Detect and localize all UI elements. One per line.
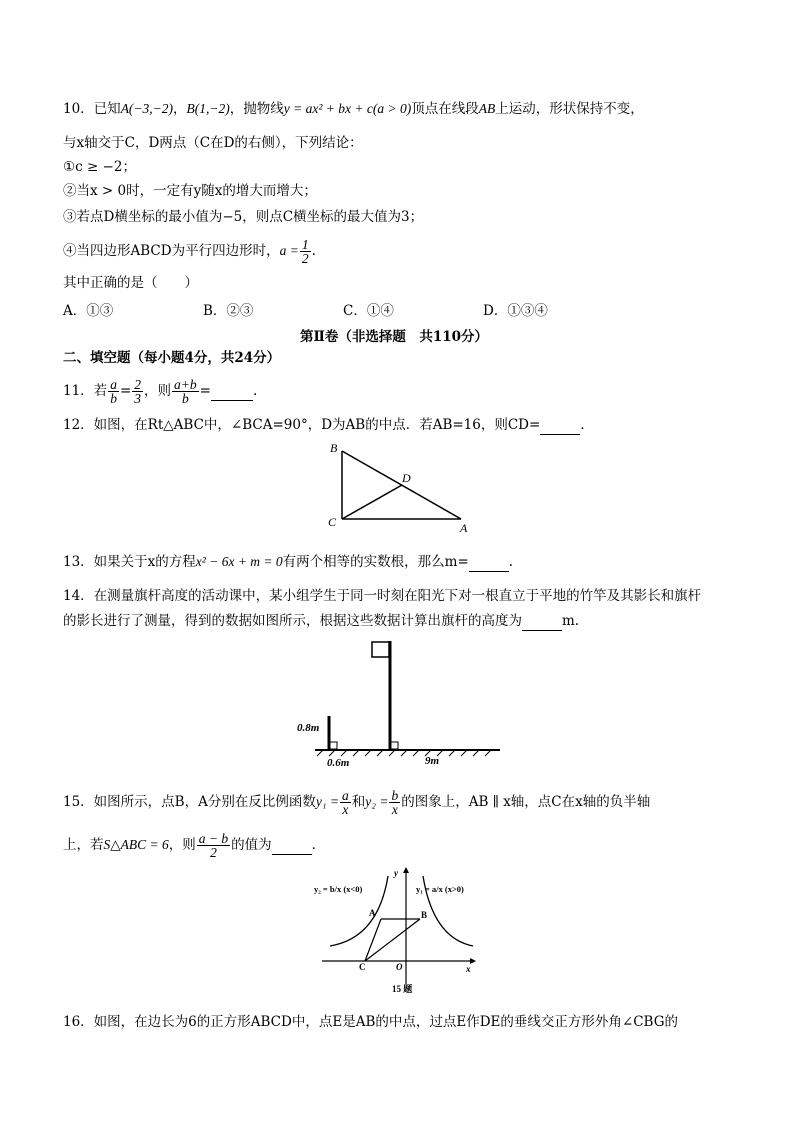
- q11-mid: ，则: [144, 383, 171, 399]
- q15-y1: y₁ =: [315, 794, 340, 809]
- q11-end: =: [199, 383, 211, 399]
- q15-text-e: 的值为: [231, 837, 272, 853]
- q10-option-a: A．①③: [63, 303, 114, 319]
- q15-text-d: ，则: [168, 837, 196, 853]
- q10-s4-fraction: [300, 238, 311, 265]
- fig15-label-y2: y₂ = b/x (x<0): [314, 884, 363, 894]
- q13: [63, 553, 513, 572]
- fig15-label-b: B: [421, 910, 428, 920]
- frac-den: b: [181, 391, 189, 406]
- fig15-label-a: A: [369, 908, 376, 918]
- fig12-triangle: [320, 440, 480, 535]
- frac-den: x: [391, 802, 398, 817]
- q10-text: 已知: [93, 101, 121, 117]
- q10-point-a: A(−3,−2): [120, 101, 174, 116]
- q11-pre: 11．若: [63, 383, 108, 399]
- fig14-label-shadow1: 0.6m: [327, 757, 350, 769]
- frac-num: b: [391, 788, 399, 803]
- q10-text-c: 顶点在线段: [411, 101, 479, 117]
- fig12-label-c: C: [328, 515, 337, 529]
- q10-parabola: y = ax² + bx + c(a > 0): [283, 101, 412, 116]
- q10-line2: 与x轴交于C，D两点（C在D的右侧），下列结论：: [63, 135, 363, 151]
- q10-s4-end: .: [311, 243, 316, 259]
- fig14-right-angle-1: [330, 742, 337, 749]
- q15-line1: [63, 789, 650, 816]
- q15-text-b: 的图象上，AB ∥ x轴，点C在x轴的负半轴: [401, 794, 651, 810]
- q15-area: S△ABC = 6: [103, 837, 169, 852]
- q10-text-b: ，抛物线: [229, 101, 284, 117]
- section2-heading: 二、填空题（每小题4分，共24分）: [63, 350, 281, 366]
- q11-tail: .: [252, 383, 258, 399]
- q14-line2: [63, 612, 579, 631]
- q13-mid: 有两个相等的实数根，那么m=: [282, 554, 469, 570]
- fig15-y-arrow: [403, 867, 409, 873]
- q10-statement-1: ①c ≥ −2；: [63, 159, 136, 175]
- fig12-label-a: A: [460, 521, 468, 535]
- frac-num: 2: [134, 377, 141, 392]
- q10-s4-text: ④当四边形ABCD为平行四边形时，: [63, 243, 280, 259]
- q15-tail: ．: [311, 837, 326, 853]
- q15-frac1: [340, 789, 351, 816]
- fig12-label-b: B: [330, 441, 338, 455]
- q13-tail: .: [508, 554, 514, 570]
- q15-answer-blank: [272, 836, 312, 855]
- fig15-label-y1: y₁ = a/x (x>0): [416, 884, 464, 894]
- q11-answer-blank: [211, 382, 253, 401]
- fig14-label-shadow2: 9m: [425, 755, 440, 767]
- frac-num: a: [342, 788, 349, 803]
- frac-num: a: [110, 377, 117, 392]
- q14-line1: 14．在测量旗杆高度的活动课中，某小组学生于同一时刻在阳光下对一根直立于平地的竹竿及其影长和旗杆: [63, 588, 702, 604]
- frac-num: 1: [301, 237, 309, 252]
- q10-segment-ab: AB: [478, 101, 496, 116]
- q10-statement-2: ②当x > 0时，一定有y随x的增大而增大；: [63, 183, 317, 199]
- q10-option-b: B．②③: [203, 303, 254, 319]
- q15-text-a: 15．如图所示，点B，A分别在反比例函数: [63, 794, 316, 810]
- q12-tail: ．: [580, 417, 594, 433]
- q11-frac1: [108, 378, 119, 405]
- fig15-x-arrow: [470, 958, 476, 964]
- q16-line1: 16．如图，在边长为6的正方形ABCD中，点E是AB的中点，过点E作DE的垂线交正方形外角∠CBG的: [63, 1014, 678, 1030]
- fig14-right-angle-2: [391, 742, 398, 749]
- fig15-caption: 15 题: [392, 984, 413, 994]
- fig15-label-o: O: [396, 962, 403, 972]
- q10-comma: ，: [173, 101, 187, 117]
- fig15-label-x: x: [466, 964, 471, 974]
- q11-eq: =: [119, 383, 132, 399]
- fig14-flagpole: [295, 638, 505, 773]
- q15-frac2: [389, 789, 400, 816]
- frac-den: b: [110, 391, 117, 406]
- fig15-label-y: y: [394, 868, 398, 878]
- q13-pre: 13．如果关于x的方程: [63, 554, 196, 570]
- part2-title: 第Ⅱ卷（非选择题 共110分）: [300, 329, 489, 345]
- fig12-median-cd: [342, 485, 402, 519]
- q11-frac2: [132, 378, 143, 405]
- fig15-label-c: C: [359, 962, 366, 972]
- frac-num: a+b: [174, 377, 197, 392]
- q10-statement-3: ③若点D横坐标的最小值为−5，则点C横坐标的最大值为3；: [63, 209, 424, 225]
- q11-frac3: [172, 378, 199, 405]
- q10-question: 其中正确的是（ ）: [63, 275, 198, 291]
- q15-text-c: 上，若: [63, 837, 104, 853]
- frac-num: a − b: [198, 831, 229, 846]
- q10-option-d: D．①③④: [483, 303, 548, 319]
- q11: [63, 378, 257, 405]
- q14-line2-text: 的影长进行了测量，得到的数据如图所示，根据这些数据计算出旗杆的高度为: [63, 613, 522, 629]
- q10-text-d: 上运动，形状保持不变，: [495, 101, 644, 117]
- q10-s4-eq: a =: [279, 243, 299, 258]
- q14-answer-blank: [522, 612, 562, 631]
- q15-line2: [63, 832, 325, 859]
- frac-den: 2: [210, 845, 217, 860]
- q15-y2: y₂ =: [365, 794, 389, 809]
- fig12-label-d: D: [402, 471, 411, 485]
- q10-point-b: B(1,−2): [186, 101, 230, 116]
- q13-answer-blank: [469, 553, 509, 572]
- q15-and: 和: [351, 794, 366, 810]
- q15-frac3: [197, 832, 230, 859]
- q10-number: 10．: [63, 101, 94, 117]
- q10-statement-4: [63, 238, 316, 265]
- q13-equation: x² − 6x + m = 0: [195, 554, 283, 569]
- frac-den: x: [342, 802, 349, 817]
- frac-den: 3: [134, 391, 141, 406]
- q12: [63, 416, 594, 435]
- fig14-label-height: 0.8m: [297, 722, 320, 734]
- fig15-hyperbola: [308, 866, 488, 998]
- q10-line1: [63, 100, 644, 118]
- fig14-flag: [372, 642, 389, 657]
- frac-den: 2: [301, 251, 309, 266]
- q12-answer-blank: [540, 416, 580, 435]
- q12-text: 12．如图，在Rt△ABC中，∠BCA=90°，D为AB的中点．若AB=16，则CD=: [63, 417, 541, 433]
- q10-option-c: C．①④: [343, 303, 394, 319]
- q14-tail: m.: [562, 613, 580, 629]
